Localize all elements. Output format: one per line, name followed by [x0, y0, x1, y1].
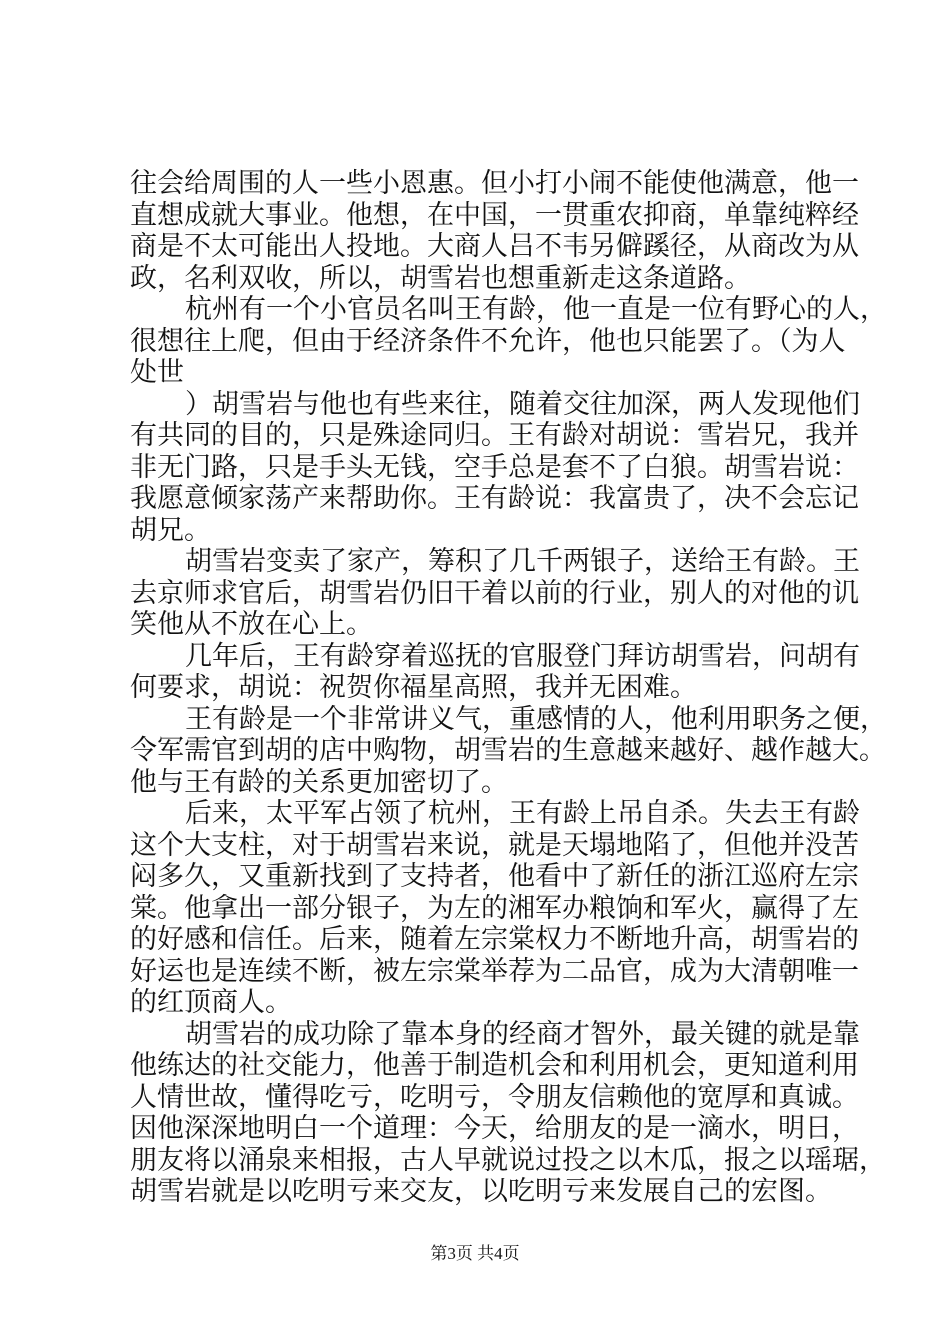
text-line: 棠。他拿出一部分银子，为左的湘军办粮饷和军火，赢得了左 — [130, 892, 859, 924]
text-line: 因他深深地明白一个道理：今天，给朋友的是一滴水，明日， — [130, 1113, 859, 1144]
text-line: 政，名利双收，所以，胡雪岩也想重新走这条道路。 — [130, 262, 751, 294]
text-line: 的好感和信任。后来，随着左宗棠权力不断地升高，胡雪岩的 — [130, 924, 859, 955]
text-line: 我愿意倾家荡产来帮助你。王有龄说：我富贵了，决不会忘记 — [130, 483, 859, 514]
text-line: 胡雪岩的成功除了靠本身的经商才智外，最关键的就是靠 — [185, 1018, 860, 1050]
text-line: 去京师求官后，胡雪岩仍旧干着以前的行业，别人的对他的讥 — [130, 577, 859, 609]
text-line: 几年后，王有龄穿着巡抚的官服登门拜访胡雪岩，问胡有 — [185, 640, 860, 672]
text-line: 王有龄是一个非常讲义气，重感情的人，他利用职务之便， — [185, 703, 887, 735]
text-line: 笑他从不放在心上。 — [130, 609, 373, 640]
page-footer — [0, 1243, 950, 1265]
text-line: 杭州有一个小官员名叫王有龄，他一直是一位有野心的人， — [185, 294, 887, 325]
text-line: 有共同的目的，只是殊途同归。王有龄对胡说：雪岩兄，我并 — [130, 420, 859, 451]
text-line: 很想往上爬，但由于经济条件不允许，他也只能罢了。（为人 — [130, 325, 846, 357]
text-line: 朋友将以涌泉来相报，古人早就说过投之以木瓜，报之以瑶琚， — [130, 1144, 886, 1176]
text-line: ）胡雪岩与他也有些来往，随着交往加深，两人发现他们 — [185, 388, 860, 420]
page-number-label: 第3页 共4页 — [430, 1244, 520, 1263]
text-line: 令军需官到胡的店中购物，胡雪岩的生意越来越好、越作越大。 — [130, 735, 886, 766]
text-line: 胡雪岩变卖了家产，筹积了几千两银子，送给王有龄。王 — [185, 546, 860, 577]
text-line: 胡兄。 — [130, 514, 211, 546]
text-line: 他与王有龄的关系更加密切了。 — [130, 766, 508, 798]
text-line: 处世 — [130, 357, 184, 388]
text-line: 他练达的社交能力，他善于制造机会和利用机会，更知道利用 — [130, 1050, 859, 1081]
text-line: 直想成就大事业。他想，在中国，一贯重农抑商，单靠纯粹经 — [130, 199, 859, 231]
text-line: 商是不太可能出人投地。大商人吕不韦另僻蹊径，从商改为从 — [130, 231, 859, 262]
text-line: 闷多久，又重新找到了支持者，他看中了新任的浙江巡府左宗 — [130, 861, 859, 892]
text-line: 后来，太平军占领了杭州，王有龄上吊自杀。失去王有龄 — [185, 798, 860, 829]
text-line: 人情世故，懂得吃亏，吃明亏，令朋友信赖他的宽厚和真诚。 — [130, 1081, 859, 1113]
text-line: 的红顶商人。 — [130, 987, 292, 1018]
text-line: 胡雪岩就是以吃明亏来交友，以吃明亏来发展自己的宏图。 — [130, 1176, 832, 1207]
text-line: 何要求，胡说：祝贺你福星高照，我并无困难。 — [130, 672, 697, 703]
text-line: 非无门路，只是手头无钱，空手总是套不了白狼。胡雪岩说： — [130, 451, 859, 483]
text-line: 好运也是连续不断，被左宗棠举荐为二品官，成为大清朝唯一 — [130, 955, 859, 987]
body-text — [130, 168, 887, 1208]
text-line: 往会给周围的人一些小恩惠。但小打小闹不能使他满意，他一 — [130, 168, 859, 199]
text-line: 这个大支柱，对于胡雪岩来说，就是天塌地陷了，但他并没苦 — [130, 829, 859, 861]
